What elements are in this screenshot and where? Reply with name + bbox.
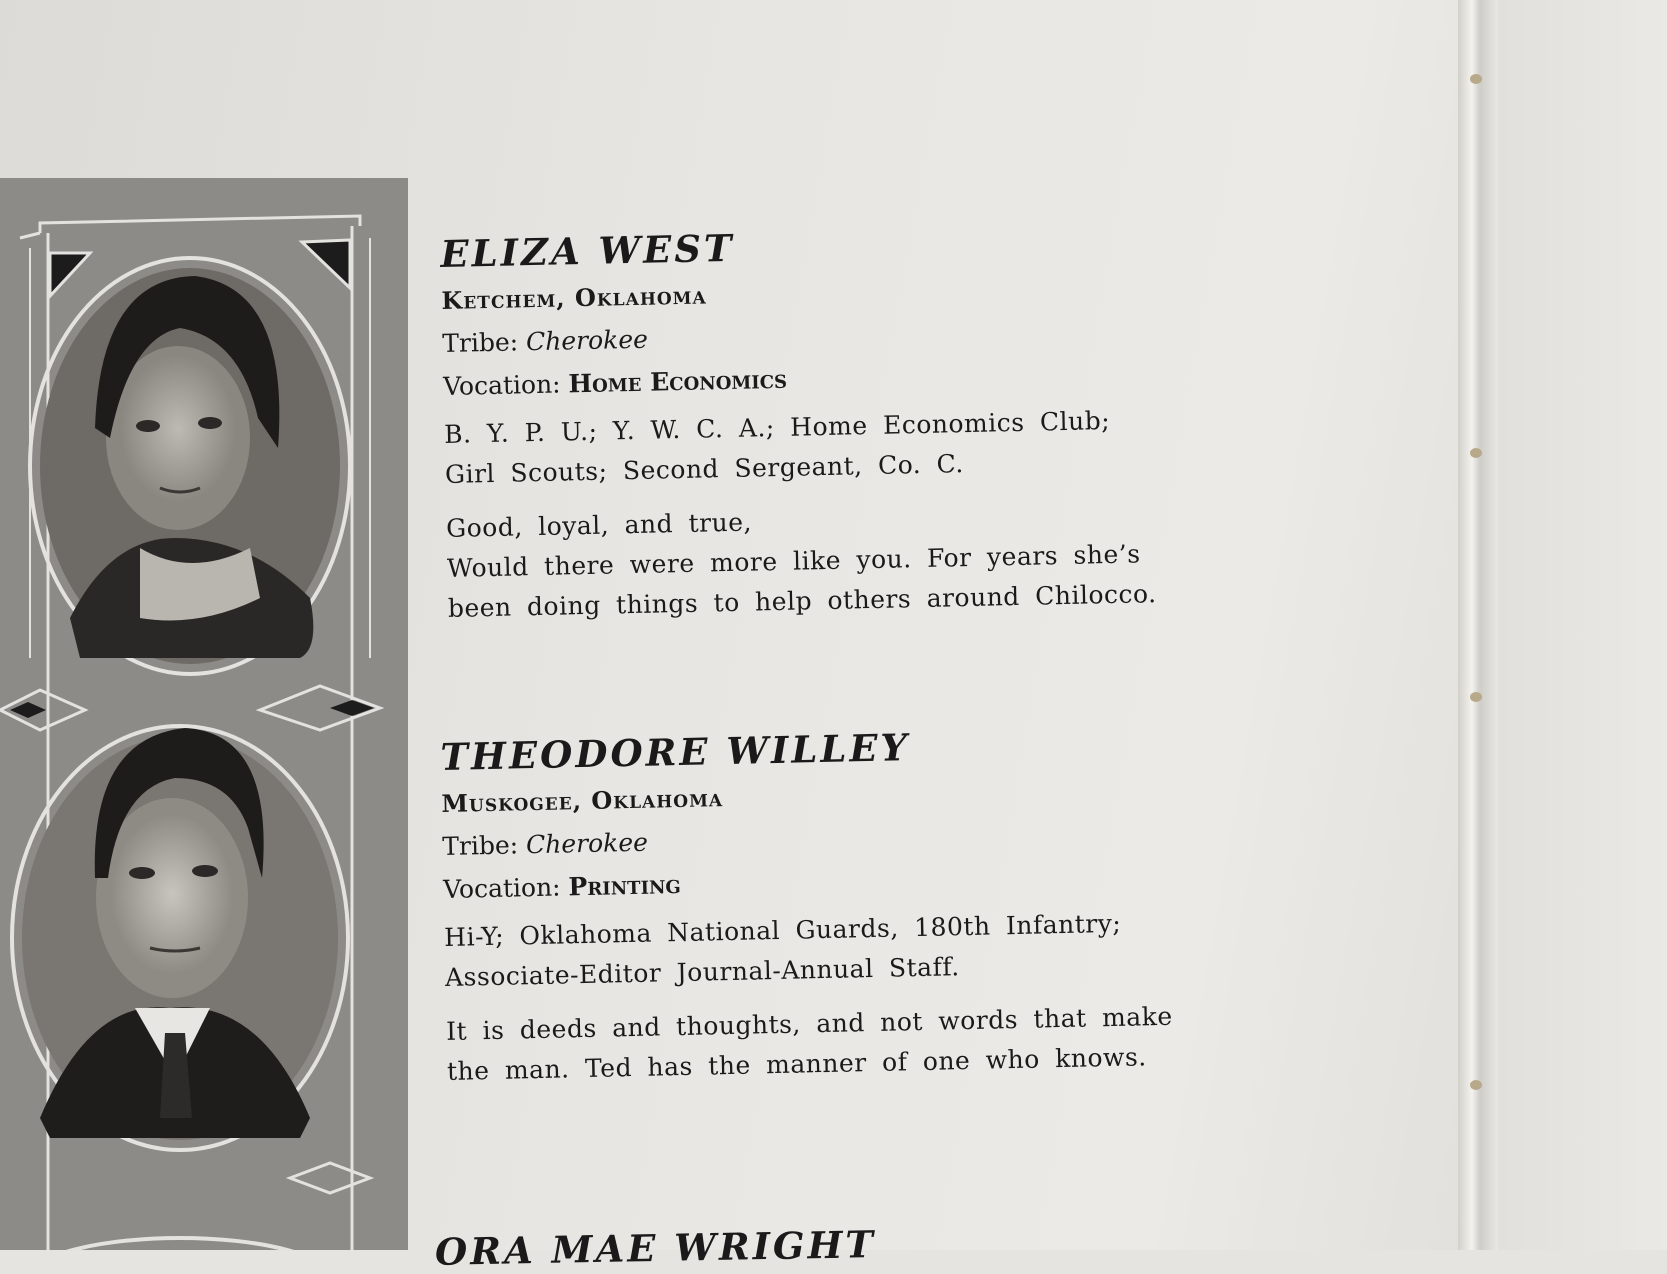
- vocation-value: Printing: [568, 869, 682, 902]
- student-entry: [440, 215, 1248, 629]
- tribe-line: [442, 815, 1242, 861]
- vocation-line: [443, 355, 1243, 401]
- facing-page: [1498, 0, 1667, 1250]
- activities: [444, 901, 1245, 998]
- tribe-label: Tribe:: [442, 830, 519, 861]
- quote-line: Good, loyal, and true,: [445, 507, 753, 543]
- next-student-name-partial: ORA MAE WRIGHT: [434, 1222, 877, 1274]
- activities-line: Girl Scouts; Second Sergeant, Co. C.: [444, 449, 965, 489]
- portrait-frame-panel: [0, 178, 408, 1250]
- tribe-label: Tribe:: [442, 327, 519, 358]
- quote-line: It is deeds and thoughts, and not words that make: [445, 1001, 1173, 1046]
- book-gutter: [1458, 0, 1498, 1250]
- vocation-label: Vocation:: [442, 872, 561, 904]
- activities-line: Associate-Editor Journal-Annual Staff.: [444, 952, 960, 992]
- tribe-value: Cherokee: [525, 324, 649, 357]
- binding-stitch: [1470, 692, 1482, 702]
- student-name: THEODORE WILLEY: [440, 725, 911, 779]
- quote-line: the man. Ted has the manner of one who knows.: [446, 1042, 1147, 1086]
- vocation-value: Home Economics: [568, 364, 788, 399]
- activities-line: Hi-Y; Oklahoma National Guards, 180th Infantry;: [443, 908, 1122, 952]
- vocation-label: Vocation:: [442, 369, 561, 401]
- activities: [444, 398, 1245, 495]
- binding-stitch: [1470, 1080, 1482, 1090]
- student-entry: [440, 718, 1247, 1092]
- binding-stitch: [1470, 74, 1482, 84]
- vocation-line: [443, 858, 1243, 904]
- quote-line: been doing things to help others around Chilocco.: [447, 579, 1157, 623]
- tribe-line: [442, 312, 1242, 358]
- binding-stitch: [1470, 448, 1482, 458]
- activities-line: B. Y. P. U.; Y. W. C. A.; Home Economics Club;: [443, 406, 1111, 449]
- tribe-value: Cherokee: [525, 827, 649, 860]
- student-hometown: Ketchem, Oklahoma: [441, 280, 707, 315]
- quote-line: Would there were more like you. For years she’s: [446, 539, 1141, 583]
- quote: [446, 995, 1248, 1092]
- student-hometown: Muskogee, Oklahoma: [441, 783, 724, 818]
- student-name: ELIZA WEST: [440, 225, 735, 276]
- quote: [446, 492, 1248, 629]
